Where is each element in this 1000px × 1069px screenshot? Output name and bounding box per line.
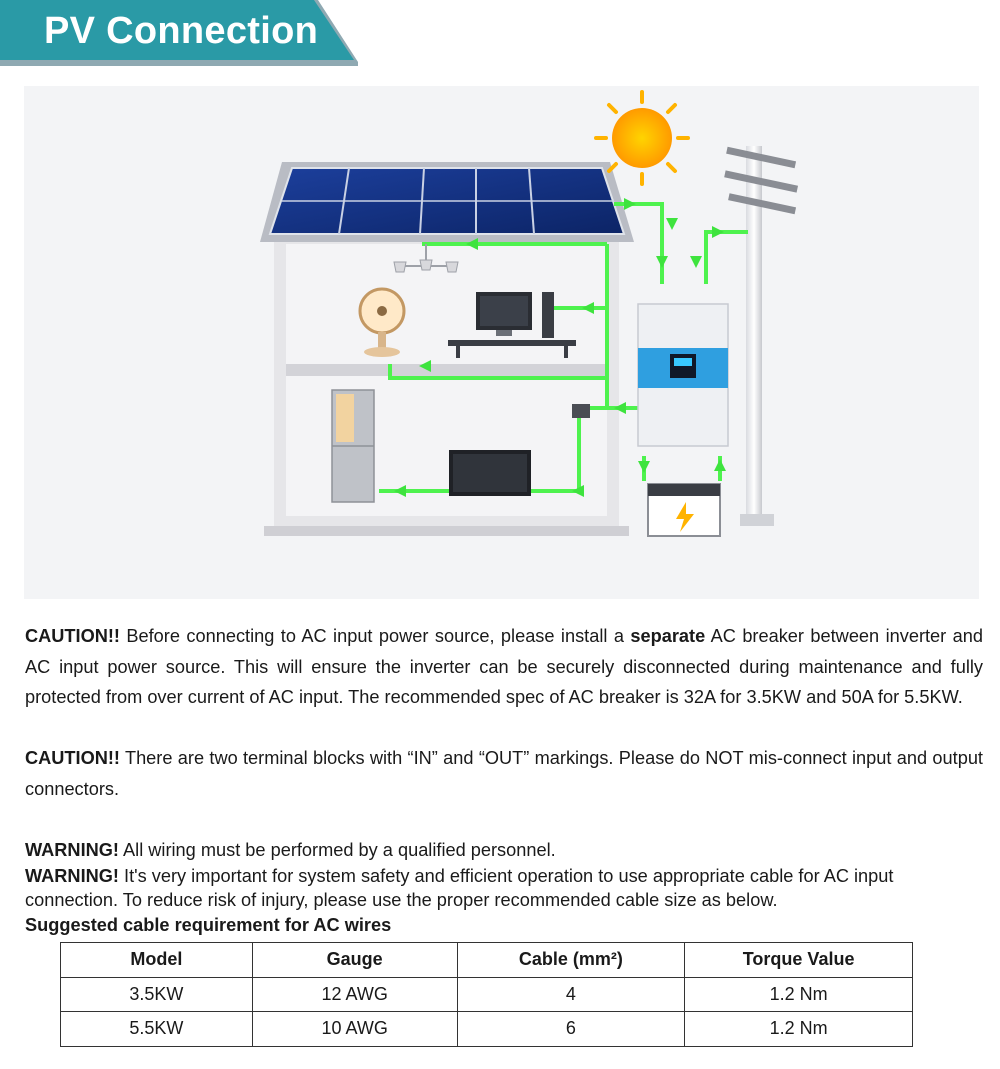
header-torque: Torque Value xyxy=(685,943,913,978)
warning-text: It's very important for system safety and efficient operation to use appropriate cable for AC input connection. To reduce risk of injury, please use the proper recommended cable size as below. xyxy=(25,866,894,910)
header-model: Model xyxy=(61,943,253,978)
cable-spec-table xyxy=(60,942,913,1047)
refrigerator-icon xyxy=(332,390,374,502)
tv-icon xyxy=(449,450,531,496)
sun-icon xyxy=(596,92,688,184)
cell-cable: 6 xyxy=(457,1012,685,1047)
cell-model: 3.5KW xyxy=(61,977,253,1012)
inverter-icon xyxy=(638,304,728,446)
table-header-row xyxy=(61,943,913,978)
caution-text-b: AC breaker between inverter and AC input power source. This will ensure the inverter can be securely disconnected during maintenance and fully protected from over current of AC input. The recommended spec of AC breaker is 32A for 3.5KW and 50A for 5.5KW. xyxy=(25,626,983,707)
table-title: Suggested cable requirement for AC wires xyxy=(25,915,392,935)
battery-icon xyxy=(648,484,720,536)
page-title: PV Connection xyxy=(44,10,319,52)
warning-paragraph-1 xyxy=(25,838,983,862)
warning-label: WARNING! xyxy=(25,840,119,860)
caution-bold-word: separate xyxy=(630,626,706,646)
caution-paragraph-2 xyxy=(25,743,983,804)
caution-text: There are two terminal blocks with “IN” and “OUT” markings. Please do NOT mis-connect input and output connectors. xyxy=(25,748,983,799)
title-banner xyxy=(0,0,360,66)
header-cable: Cable (mm²) xyxy=(457,943,685,978)
warning-text: All wiring must be performed by a qualified personnel. xyxy=(118,840,556,860)
cell-cable: 4 xyxy=(457,977,685,1012)
warning-label: WARNING! xyxy=(25,866,119,886)
header-gauge: Gauge xyxy=(252,943,457,978)
utility-pole-icon xyxy=(724,146,798,526)
cell-gauge: 10 AWG xyxy=(252,1012,457,1047)
cell-model: 5.5KW xyxy=(61,1012,253,1047)
caution-label: CAUTION!! xyxy=(25,626,120,646)
table-row xyxy=(61,1012,913,1047)
pv-system-diagram xyxy=(24,86,979,599)
cell-gauge: 12 AWG xyxy=(252,977,457,1012)
solar-panel xyxy=(270,168,624,234)
table-row xyxy=(61,977,913,1012)
caution-text-a: Before connecting to AC input power source, please install a xyxy=(119,626,631,646)
junction-box-icon xyxy=(572,404,590,418)
warning-paragraph-2 xyxy=(25,864,983,912)
cell-torque: 1.2 Nm xyxy=(685,1012,913,1047)
caution-paragraph-1 xyxy=(25,621,983,713)
cell-torque: 1.2 Nm xyxy=(685,977,913,1012)
caution-label: CAUTION!! xyxy=(25,748,120,768)
